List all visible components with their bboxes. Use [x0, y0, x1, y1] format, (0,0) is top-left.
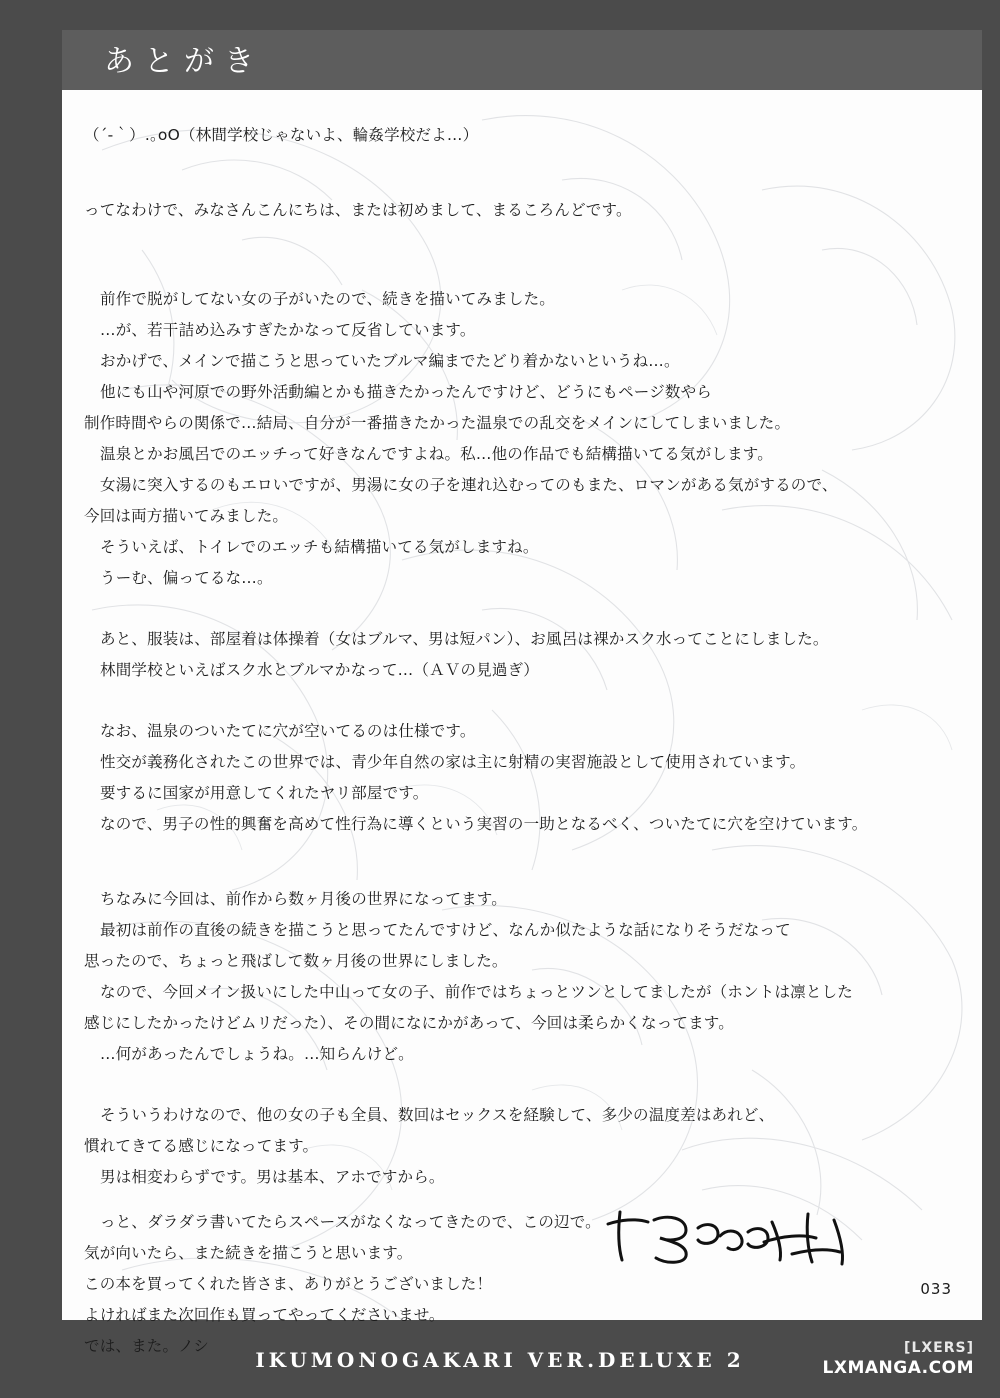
- text-line: 今回は両方描いてみました。: [84, 507, 289, 525]
- text-line: おかげで、メインで描こうと思っていたブルマ編までたどり着かないというね…。: [100, 352, 680, 370]
- text-line: なので、今回メイン扱いにした中山って女の子、前作ではちょっとツンとしてましたが（ホントは凛とした: [100, 983, 853, 1001]
- text-line: そういえば、トイレでのエッチも結構描いてる気がしますね。: [100, 538, 539, 556]
- paragraph-block: [62, 624, 982, 686]
- text-line: 女湯に突入するのもエロいですが、男湯に女の子を連れ込むってのもまた、ロマンがある気がするので、: [100, 476, 838, 494]
- paragraph-block: [62, 195, 982, 226]
- page-number: 033: [920, 1280, 952, 1298]
- text-line: では、また。ノシ: [84, 1337, 209, 1355]
- text-line: っと、ダラダラ書いてたらスペースがなくなってきたので、この辺で。: [100, 1213, 601, 1231]
- text-line: なお、温泉のついたてに穴が空いてるのは仕様です。: [100, 722, 476, 740]
- text-line: 男は相変わらずです。男は基本、アホですから。: [100, 1168, 445, 1186]
- text-line: 最初は前作の直後の続きを描こうと思ってたんですけど、なんか似たような話になりそうだなって: [100, 921, 791, 939]
- footer-group-tag: [LXERS]: [904, 1340, 974, 1356]
- text-line: （´-｀）.｡oO（林間学校じゃないよ、輪姦学校だよ…）: [84, 126, 479, 144]
- text-line: 温泉とかお風呂でのエッチって好きなんですよね。私…他の作品でも結構描いてる気がします。: [100, 445, 773, 463]
- text-line: 前作で脱がしてない女の子がいたので、続きを描いてみました。: [100, 290, 555, 308]
- text-line: 気が向いたら、また続きを描こうと思います。: [84, 1244, 413, 1262]
- afterword-text: [62, 90, 982, 1362]
- text-line: 感じにしたかったけどムリだった）、その間になにかがあって、今回は柔らかくなってます。: [84, 1014, 734, 1032]
- text-line: …何があったんでしょうね。…知らんけど。: [100, 1045, 414, 1063]
- paragraph-block: [62, 284, 982, 594]
- text-line: 林間学校といえばスク水とブルマかなって…（ＡＶの見過ぎ）: [100, 661, 539, 679]
- text-line: …が、若干詰め込みすぎたかなって反省しています。: [100, 321, 476, 339]
- text-line: うーむ、偏ってるな…。: [100, 569, 273, 587]
- footer-book-title: IKUMONOGAKARI VER.DELUXE 2: [255, 1348, 745, 1372]
- page-title: あとがき: [104, 44, 264, 79]
- paragraph-block: [62, 716, 982, 840]
- text-line: 他にも山や河原での野外活動編とかも描きたかったんですけど、どうにもページ数やら: [100, 383, 712, 401]
- text-line: この本を買ってくれた皆さま、ありがとうございました！: [84, 1275, 493, 1293]
- text-line: 制作時間やらの関係で…結局、自分が一番描きたかった温泉での乱交をメインにしてしまいました。: [84, 414, 791, 432]
- text-line: よければまた次回作も買ってやってくださいませ。: [84, 1306, 445, 1324]
- text-line: 性交が義務化されたこの世界では、青少年自然の家は主に射精の実習施設として使用されています。: [100, 753, 806, 771]
- text-line: そういうわけなので、他の女の子も全員、数回はセックスを経験して、多少の温度差はあれど、: [100, 1106, 775, 1124]
- page-frame-left: [0, 0, 62, 1398]
- text-line: なので、男子の性的興奮を高めて性行為に導くという実習の一助となるべく、ついたてに穴を空けています。: [100, 815, 868, 833]
- text-line: あと、服装は、部屋着は体操着（女はブルマ、男は短パン）、お風呂は裸かスク水ってことにしました。: [100, 630, 829, 648]
- text-line: 要するに国家が用意してくれたヤリ部屋です。: [100, 784, 429, 802]
- page-frame-right: [982, 0, 1000, 1398]
- footer-site-url: LXMANGA.COM: [822, 1358, 974, 1378]
- author-signature: [602, 1202, 872, 1272]
- paragraph-block: [62, 884, 982, 1070]
- text-line: ちなみに今回は、前作から数ヶ月後の世界になってます。: [100, 890, 507, 908]
- text-line: 思ったので、ちょっと飛ばして数ヶ月後の世界にしました。: [84, 952, 508, 970]
- page-frame-top: [0, 0, 1000, 30]
- text-line: 慣れてきてる感じになってます。: [84, 1137, 319, 1155]
- paragraph-block: [62, 1100, 982, 1193]
- text-line: ってなわけで、みなさんこんにちは、または初めまして、まるころんどです。: [84, 201, 632, 219]
- paragraph-block: [62, 120, 982, 151]
